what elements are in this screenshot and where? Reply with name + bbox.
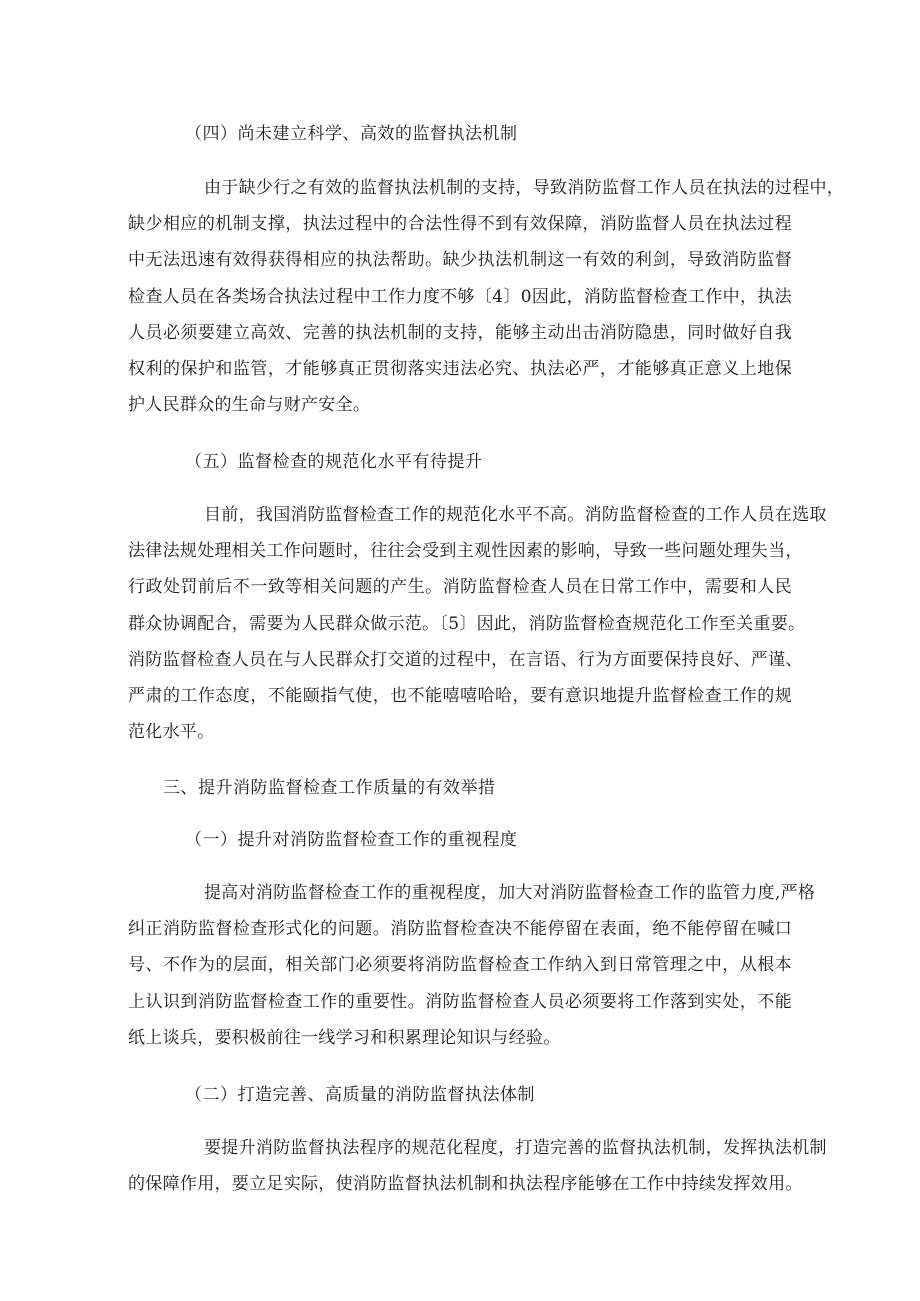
section-heading-5: （五）监督检查的规范化水平有待提升 bbox=[185, 452, 483, 472]
paragraph-line: 纸上谈兵，要积极前往一线学习和积累理论知识与经验。 bbox=[128, 1027, 561, 1048]
section-heading-1: （一）提升对消防监督检查工作的重视程度 bbox=[185, 830, 518, 850]
paragraph-line: 群众协调配合，需要为人民群众做示范。〔5〕因此，消防监督检查规范化工作至关重要。 bbox=[128, 613, 806, 634]
paragraph-section-2 bbox=[128, 1130, 827, 1202]
paragraph-line: 的保障作用，要立足实际，使消防监督执法机制和执法程序能够在工作中持续发挥效用。 bbox=[128, 1174, 803, 1195]
paragraph-line: 上认识到消防监督检查工作的重要性。消防监督检查人员必须要将工作落到实处，不能 bbox=[128, 991, 792, 1012]
paragraph-line: 法律法规处理相关工作问题时，往往会受到主观性因素的影响，导致一些问题处理失当， bbox=[128, 541, 803, 562]
paragraph-line: 范化水平。 bbox=[128, 722, 215, 743]
paragraph-line: 严肃的工作态度，不能颐指气使，也不能嘻嘻哈哈，要有意识地提升监督检查工作的规 bbox=[128, 686, 792, 707]
chapter-heading-3: 三、提升消防监督检查工作质量的有效举措 bbox=[163, 778, 496, 798]
paragraph-line: 权利的保护和监管，才能够真正贯彻落实违法必究、执法必严，才能够真正意义上地保 bbox=[128, 359, 792, 380]
paragraph-line: 目前，我国消防监督检查工作的规范化水平不高。消防监督检查的工作人员在选取 bbox=[204, 505, 827, 525]
paragraph-line: 护人民群众的生命与财产安全。 bbox=[128, 395, 371, 416]
paragraph-line: 号、不作为的层面，相关部门必须要将消防监督检查工作纳入到日常管理之中，从根本 bbox=[128, 955, 792, 976]
section-heading-2: （二）打造完善、高质量的消防监督执法体制 bbox=[185, 1085, 535, 1105]
section-heading-4: （四）尚未建立科学、高效的监督执法机制 bbox=[185, 124, 518, 144]
paragraph-line: 中无法迅速有效得获得相应的执法帮助。缺少执法机制这一有效的利剑，导致消防监督 bbox=[128, 250, 792, 271]
paragraph-line: 纠正消防监督检查形式化的问题。消防监督检查决不能停留在表面，绝不能停留在喊口 bbox=[128, 919, 792, 940]
paragraph-section-5 bbox=[128, 497, 827, 750]
paragraph-line: 提高对消防监督检查工作的重视程度，加大对消防监督检查工作的监管力度,严格 bbox=[204, 883, 816, 903]
paragraph-line: 人员必须要建立高效、完善的执法机制的支持，能够主动出击消防隐患，同时做好自我 bbox=[128, 322, 792, 343]
paragraph-line: 缺少相应的机制支撑，执法过程中的合法性得不到有效保障，消防监督人员在执法过程 bbox=[128, 214, 792, 235]
paragraph-line: 行政处罚前后不一致等相关问题的产生。消防监督检查人员在日常工作中，需要和人民 bbox=[128, 577, 792, 598]
paragraph-section-1 bbox=[128, 875, 816, 1056]
paragraph-line: 消防监督检查人员在与人民群众打交道的过程中，在言语、行为方面要保持良好、严谨、 bbox=[128, 649, 803, 670]
paragraph-line: 检查人员在各类场合执法过程中工作力度不够〔4〕0因此，消防监督检查工作中，执法 bbox=[128, 286, 792, 307]
paragraph-line: 要提升消防监督执法程序的规范化程度，打造完善的监督执法机制，发挥执法机制 bbox=[204, 1138, 827, 1158]
paragraph-section-4 bbox=[128, 170, 845, 423]
paragraph-line: 由于缺少行之有效的监督执法机制的支持，导致消防监督工作人员在执法的过程中， bbox=[204, 178, 845, 198]
